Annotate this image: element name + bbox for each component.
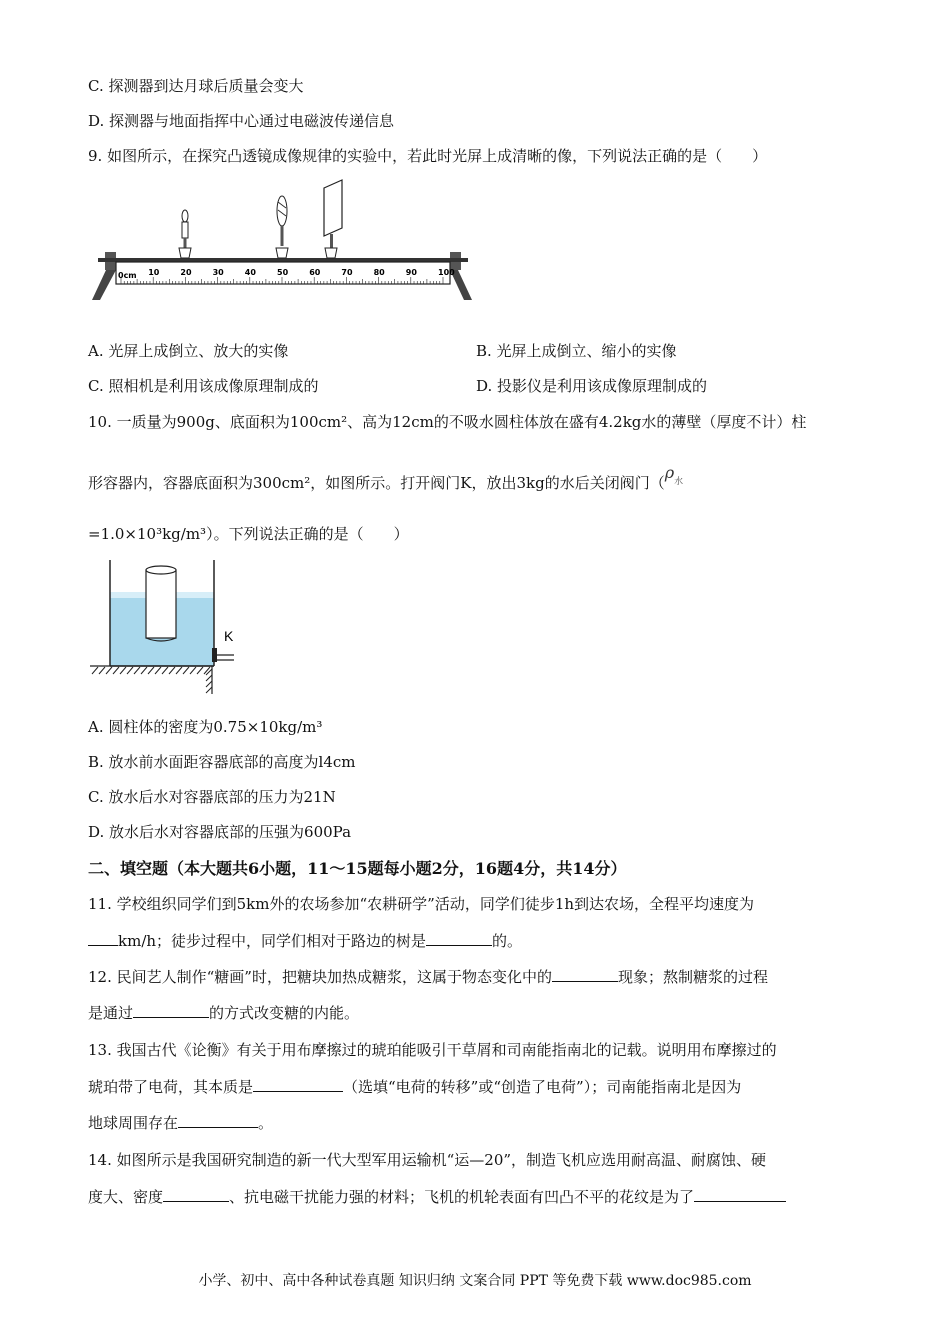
hatch-line	[113, 667, 119, 674]
q9-option-c: C. 照相机是利用该成像原理制成的	[88, 377, 319, 395]
q10-container-figure	[88, 556, 248, 696]
ruler-tick-label: 20	[180, 268, 192, 277]
hatch-line	[106, 667, 112, 674]
hatch-line	[127, 667, 133, 674]
blank	[694, 1187, 786, 1202]
q10-line1: 10. 一质量为900g、底面积为100cm²、高为12cm的不吸水圆柱体放在盛有4.2kg水的薄壁（厚度不计）柱	[88, 413, 807, 431]
light-screen	[324, 180, 342, 258]
q12-line1: 12. 民间艺人制作“糖画”时，把糖块加热成糖浆，这属于物态变化中的 现象；熬制糖浆的过程	[88, 968, 768, 986]
hatch-line	[141, 667, 147, 674]
ruler-tick-label: 60	[309, 268, 321, 277]
hatch-line	[92, 667, 98, 674]
q11-line2: km/h；徒步过程中，同学们相对于路边的树是 的。	[88, 930, 522, 952]
rho-subscript: 水	[674, 477, 684, 487]
rho-symbol: ρ	[664, 463, 675, 482]
page-footer: 小学、初中、高中各种试卷真题 知识归纳 文案合同 PPT 等免费下载 www.doc985.com	[198, 1273, 752, 1289]
blank	[133, 1003, 209, 1018]
hatch-line	[148, 667, 154, 674]
q11-line1: 11. 学校组织同学们到5km外的农场参加“农耕研学”活动，同学们徒步1h到达农场，全程平均速度为	[88, 895, 755, 913]
candle	[179, 210, 191, 258]
blank	[88, 931, 118, 946]
q10-option-a: A. 圆柱体的密度为0.75×10kg/m³	[88, 718, 323, 736]
hatch-line	[99, 667, 105, 674]
blank	[178, 1113, 258, 1128]
hatch-line	[206, 675, 212, 681]
hatch-line	[176, 667, 182, 674]
q9-option-b: B. 光屏上成倒立、缩小的实像	[476, 342, 677, 360]
ruler-tick-label: 100	[438, 268, 455, 277]
q13-line3: 地球周围存在 。	[88, 1114, 274, 1132]
hatch-line	[134, 667, 140, 674]
option-c-prev: C. 探测器到达月球后质量会变大	[88, 77, 304, 95]
valve-label: K	[224, 628, 234, 644]
q10-option-b: B. 放水前水面距容器底部的高度为l4cm	[88, 753, 356, 771]
convex-lens	[276, 196, 288, 258]
q10-line3: =1.0×10³kg/m³）。下列说法正确的是（ ）	[88, 525, 409, 543]
ruler-tick-label: 30	[212, 268, 224, 277]
section2-heading: 二、填空题（本大题共6小题，11～15题每小题2分，16题4分，共14分）	[88, 859, 627, 878]
ground-hatch	[92, 667, 212, 693]
q13-line1: 13. 我国古代《论衡》有关于用布摩擦过的琥珀能吸引干草屑和司南能指南北的记载。说明用布摩擦过的	[88, 1041, 777, 1059]
q12-line2: 是通过 的方式改变糖的内能。	[88, 1004, 360, 1022]
q14-line1: 14. 如图所示是我国研究制造的新一代大型军用运输机“运—20”，制造飞机应选用耐高温、耐腐蚀、硬	[88, 1151, 767, 1169]
hatch-line	[204, 667, 210, 674]
q14-line2: 度大、密度 、抗电磁干扰能力强的材料；飞机的机轮表面有凹凸不平的花纹是为了	[88, 1186, 786, 1208]
q9-stem: 9. 如图所示，在探究凸透镜成像规律的实验中，若此时光屏上成清晰的像，下列说法正确的是（ ）	[88, 147, 768, 165]
ruler-tick-label: 80	[373, 268, 385, 277]
hatch-line	[197, 667, 203, 674]
ruler-tick-label: 10	[148, 268, 160, 277]
option-d-prev: D. 探测器与地面指挥中心通过电磁波传递信息	[88, 112, 395, 130]
q10-option-d: D. 放水后水对容器底部的压强为600Pa	[88, 823, 352, 841]
hatch-line	[120, 667, 126, 674]
hatch-line	[206, 681, 212, 687]
ruler-tick-label: 50	[277, 268, 289, 277]
bench-left-leg	[92, 270, 116, 300]
q9-option-a: A. 光屏上成倒立、放大的实像	[88, 342, 289, 360]
cylinder	[146, 566, 176, 641]
q10-line2: 形容器内，容器底面积为300cm²，如图所示。打开阀门K，放出3kg的水后关闭阀门（$\rho^水$	[88, 463, 684, 492]
q10-option-c: C. 放水后水对容器底部的压力为21N	[88, 788, 336, 806]
ruler-tick-label: 70	[341, 268, 353, 277]
q13-line2: 琥珀带了电荷，其本质是 （选填“电荷的转移”或“创造了电荷”）；司南能指南北是因为	[88, 1078, 742, 1096]
hatch-line	[183, 667, 189, 674]
ruler-tick-label: 90	[405, 268, 417, 277]
blank	[163, 1187, 229, 1202]
blank	[426, 931, 492, 946]
ruler-tick-label: 40	[244, 268, 256, 277]
ruler-unit-label: 0cm	[118, 271, 137, 280]
q9-optical-bench-figure	[88, 178, 478, 303]
q9-option-d: D. 投影仪是利用该成像原理制成的	[476, 377, 708, 395]
blank	[552, 967, 618, 982]
valve-k	[212, 648, 234, 662]
hatch-line	[155, 667, 161, 674]
blank	[253, 1077, 343, 1092]
hatch-line	[190, 667, 196, 674]
hatch-line	[162, 667, 168, 674]
hatch-line	[169, 667, 175, 674]
hatch-line	[206, 687, 212, 693]
